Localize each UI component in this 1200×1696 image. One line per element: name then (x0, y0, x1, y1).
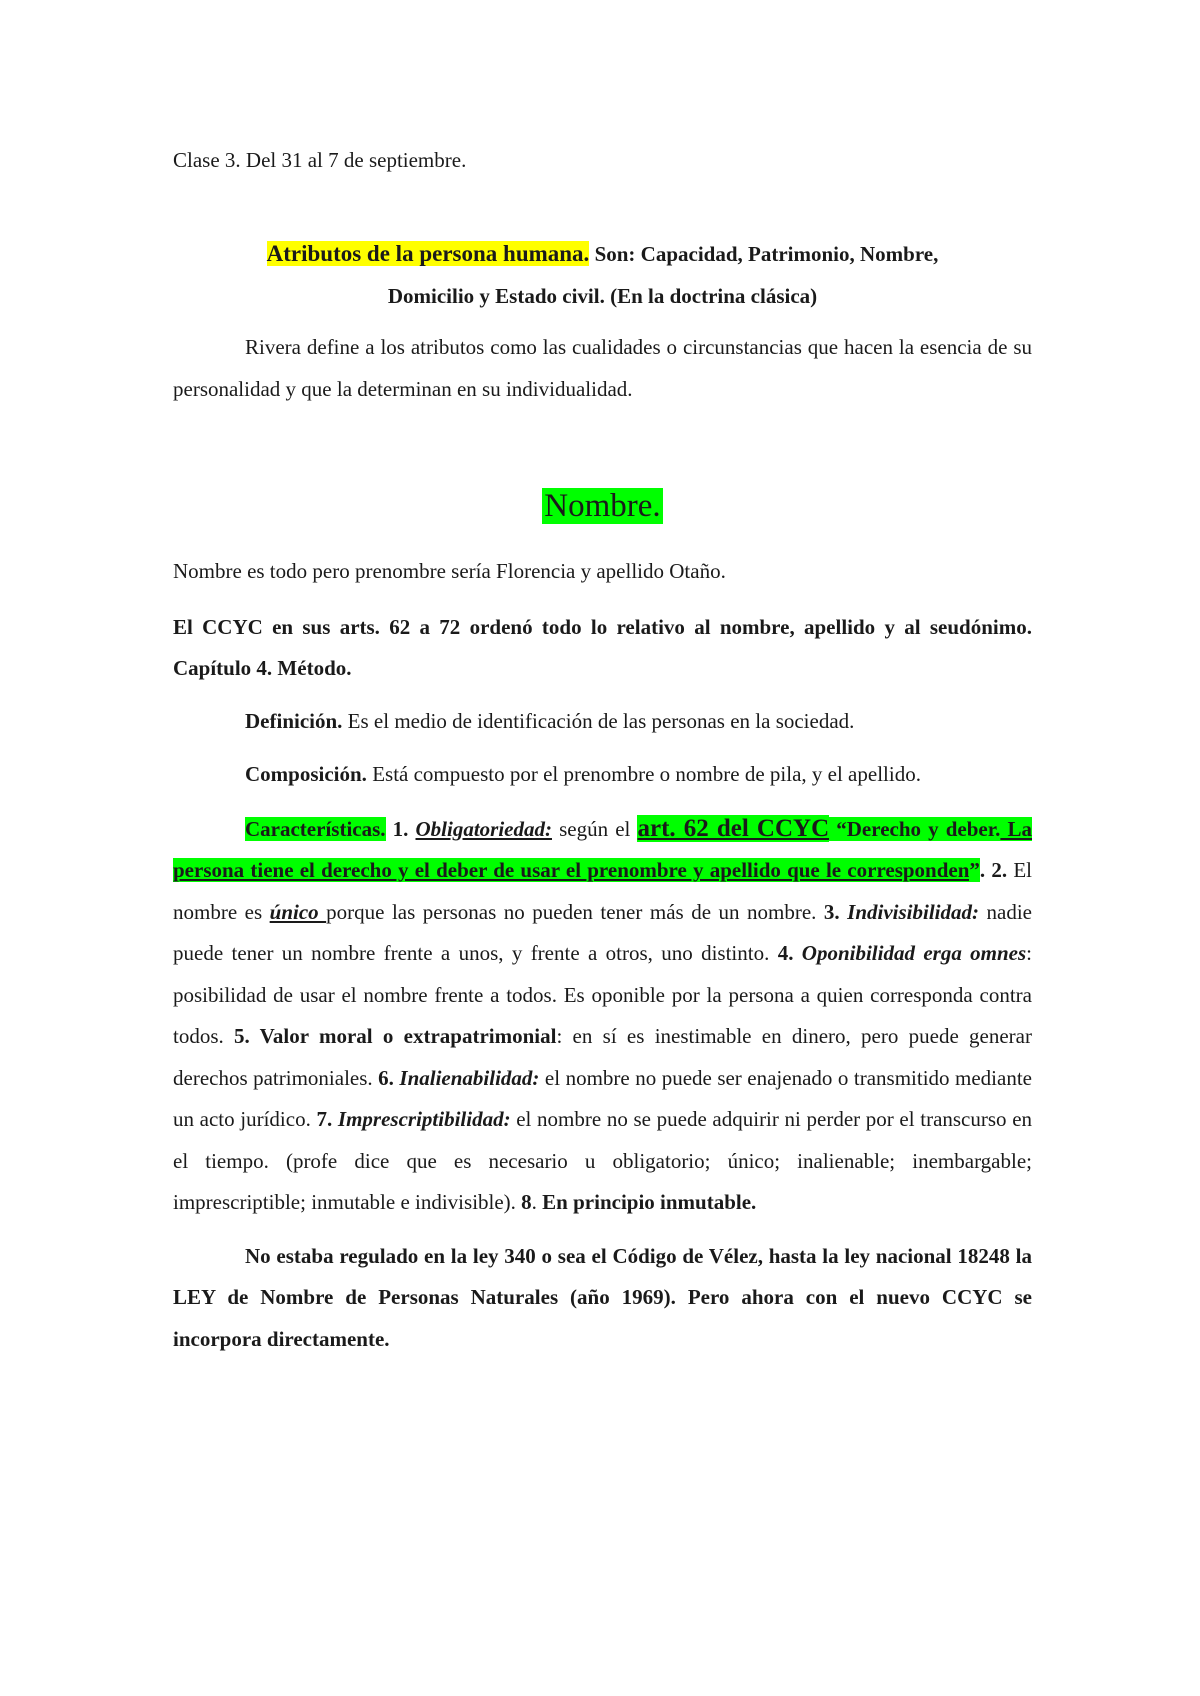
definicion-label: Definición. (245, 708, 343, 733)
inmutable-term: En principio inmutable. (542, 1190, 757, 1214)
ccyc-text: El CCYC en sus arts. 62 a 72 ordenó todo lo relativo al nombre, apellido y al seudónimo. Capítulo 4. Método. (173, 614, 1032, 680)
char-text-5: : posibilidad de usar el nombre frente a todos. Es oponible por la persona a quien corresponda contra todos. (173, 941, 1033, 1048)
ley-paragraph (173, 1236, 1032, 1361)
quote-close: ” (969, 858, 980, 882)
char-num-6: 6. (378, 1065, 400, 1090)
char-text-2: El nombre es (173, 858, 1032, 924)
imprescriptibilidad-term: Imprescriptibilidad: (337, 1107, 511, 1131)
char-text-6: : en sí es inestimable en dinero, pero puede generar derechos patrimoniales. (173, 1024, 1032, 1090)
composicion-text: Está compuesto por el prenombre o nombre de pila, y el apellido. (366, 762, 921, 786)
char-text-7: el nombre no puede ser enajenado o transmitido mediante un acto jurídico. (173, 1065, 1032, 1131)
definicion-text: Es el medio de identificación de las personas en la sociedad. (342, 708, 855, 733)
char-num-3: 3. (823, 899, 848, 924)
char-num-7: 7. (316, 1107, 338, 1131)
char-num-1: 1. (385, 816, 416, 841)
art-62-reference: art. 62 del CCYC (637, 814, 830, 842)
attributes-list-2: Domicilio y Estado civil. (En la doctrina clásica) (387, 284, 818, 308)
valor-moral-term: 5. Valor moral o extrapatrimonial (234, 1024, 557, 1048)
char-num-2: . 2. (979, 858, 1008, 882)
composicion-paragraph (173, 754, 1032, 796)
ccyc-paragraph (173, 607, 1032, 690)
char-text-9: . (531, 1190, 543, 1214)
indivisibilidad-term: Indivisibilidad: (847, 899, 980, 924)
char-text-4: nadie puede tener un nombre frente a unos, y frente a otros, uno distinto. (173, 899, 1032, 965)
attributes-list-1: Son: Capacidad, Patrimonio, Nombre, (589, 242, 939, 266)
definicion-paragraph (173, 701, 1032, 743)
nombre-heading (173, 486, 1032, 529)
quote-derecho-deber: “Derecho y deber. (829, 816, 1001, 841)
class-date-line: Clase 3. Del 31 al 7 de septiembre. (173, 148, 467, 172)
quote-text: La persona tiene el derecho y el deber de usar el prenombre y apellido que le corresponden (173, 816, 1032, 882)
char-text-1: según el (552, 816, 638, 841)
caracteristicas-label: Características. (245, 816, 386, 841)
composicion-label: Composición. (245, 762, 367, 786)
ley-text: No estaba regulado en la ley 340 o sea el Código de Vélez, hasta la ley nacional 18248 la LEY de Nombre de Personas Naturales (año 1969). Pero ahora con el nuevo CCYC se incorpora directamente. (173, 1243, 1032, 1351)
attributes-heading (173, 233, 1032, 317)
inalienabilidad-term: Inalienabilidad: (399, 1065, 540, 1090)
oponibilidad-term: Oponibilidad erga omnes (801, 941, 1027, 965)
char-num-4: 4. (777, 941, 802, 965)
obligatoriedad-term: Obligatoriedad: (415, 816, 552, 841)
attributes-title: Atributos de la persona humana. (266, 241, 590, 266)
char-text-3: porque las personas no pueden tener más de un nombre. (326, 899, 824, 924)
caracteristicas-paragraph (173, 808, 1032, 1224)
char-num-8: 8 (521, 1190, 532, 1214)
char-text-8: el nombre no se puede adquirir ni perder por el transcurso en el tiempo. (profe dice que es necesario u obligatorio; único; inalienable; inembargable; imprescriptible; inmutable e indivisible). (173, 1107, 1033, 1214)
nombre-title: Nombre. (544, 488, 661, 524)
unico-term: único (269, 899, 327, 924)
rivera-paragraph: Rivera define a los atributos como las cualidades o circunstancias que hacen la esencia de su personalidad y que la determinan en su individualidad. (173, 335, 1032, 401)
nombre-intro: Nombre es todo pero prenombre sería Florencia y apellido Otaño. (173, 559, 726, 583)
